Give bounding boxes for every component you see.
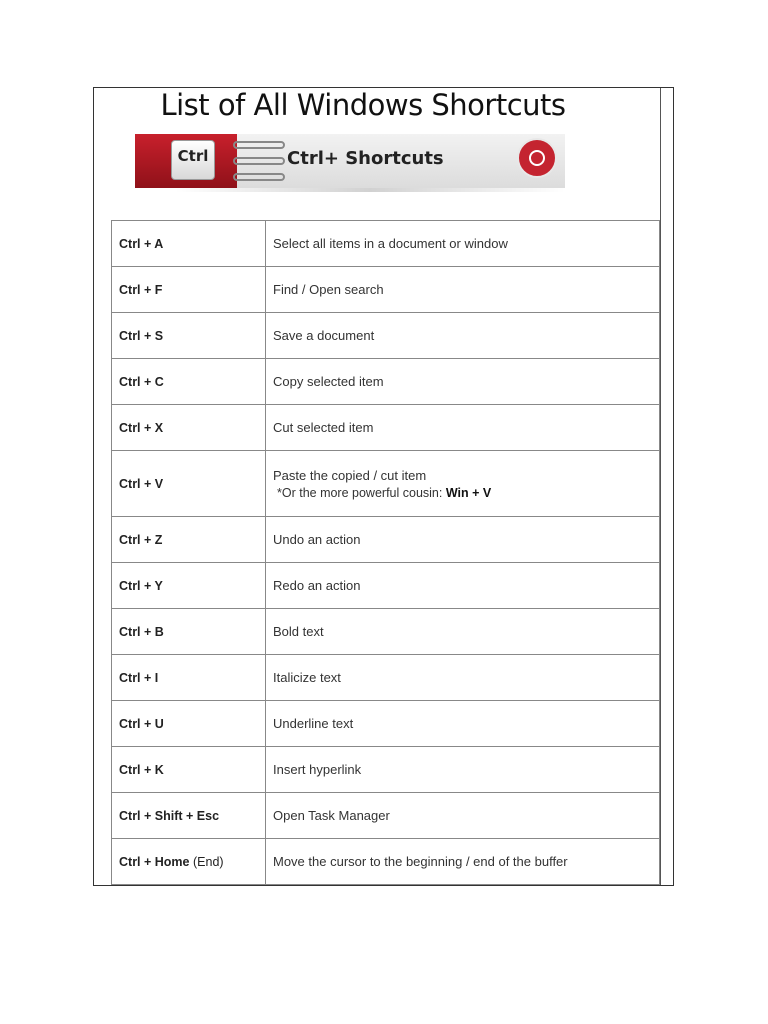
frame-divider [660, 88, 661, 885]
shortcut-description [266, 451, 660, 517]
table-row [112, 793, 660, 839]
table-row [112, 267, 660, 313]
shortcut-description-text: Italicize text [273, 670, 341, 685]
table-row [112, 747, 660, 793]
shortcut-key-text: Ctrl + Shift + Esc [119, 808, 220, 823]
ctrl-shortcuts-banner [135, 134, 565, 190]
shortcut-key [112, 405, 266, 451]
shortcut-key-text: Ctrl + C [119, 374, 164, 389]
shortcut-key-text: Ctrl + F [119, 282, 163, 297]
shortcut-description-text: Insert hyperlink [273, 762, 362, 777]
shortcut-description [266, 221, 660, 267]
shortcut-description-text: Save a document [273, 328, 375, 343]
shortcut-description [266, 405, 660, 451]
shortcut-description [266, 563, 660, 609]
shortcut-key-text: Ctrl + Y [119, 578, 163, 593]
shortcut-description-text: Paste the copied / cut item [273, 467, 427, 483]
table-row [112, 609, 660, 655]
shortcut-description [266, 313, 660, 359]
table-row [112, 313, 660, 359]
binder-ring-icon [233, 157, 285, 165]
shortcut-key [112, 517, 266, 563]
shortcut-key-text: Ctrl + S [119, 328, 164, 343]
shortcut-note-key: Win + V [445, 485, 492, 500]
shortcut-key-text: Ctrl + Home [119, 854, 190, 869]
shortcut-key [112, 839, 266, 885]
shortcut-description [266, 839, 660, 885]
shortcut-key-text: Ctrl + U [119, 716, 164, 731]
shortcut-description-text: Find / Open search [273, 282, 384, 297]
table-row [112, 517, 660, 563]
shortcut-key [112, 793, 266, 839]
shortcut-key-text: Ctrl + I [119, 670, 159, 685]
binder-ring-icon [233, 173, 285, 181]
shortcut-description-text: Redo an action [273, 578, 361, 593]
shortcut-description [266, 609, 660, 655]
shortcut-key [112, 747, 266, 793]
shortcut-key-text: Ctrl + K [119, 762, 164, 777]
shortcut-description-text: Move the cursor to the beginning / end of the buffer [273, 854, 568, 869]
shortcut-key [112, 655, 266, 701]
shortcuts-table [111, 220, 660, 885]
shortcut-note-text: *Or the more powerful cousin: [277, 485, 446, 500]
shortcut-key-text: Ctrl + V [119, 476, 164, 491]
table-row [112, 405, 660, 451]
shortcut-key [112, 451, 266, 517]
shortcut-description [266, 267, 660, 313]
table-row [112, 359, 660, 405]
shortcut-description-text: Underline text [273, 716, 354, 731]
shortcut-description [266, 747, 660, 793]
shortcut-description [266, 655, 660, 701]
shortcut-description-text: Bold text [273, 624, 324, 639]
table-row [112, 563, 660, 609]
shortcut-description-text: Cut selected item [273, 420, 374, 435]
banner-shadow [175, 188, 565, 192]
shortcut-key-text: Ctrl + A [119, 236, 164, 251]
page-title: List of All Windows Shortcuts [160, 88, 566, 122]
shortcut-key [112, 313, 266, 359]
ctrl-key-icon: Ctrl [171, 140, 215, 180]
shortcut-description [266, 701, 660, 747]
shortcut-description [266, 517, 660, 563]
table-row [112, 701, 660, 747]
table-row [112, 221, 660, 267]
shortcut-note [273, 486, 652, 500]
shortcut-key [112, 701, 266, 747]
shortcut-key-suffix: (End) [189, 854, 224, 869]
shortcut-key-text: Ctrl + Z [119, 532, 163, 547]
stopwatch-icon [517, 138, 557, 178]
table-row [112, 839, 660, 885]
shortcut-key [112, 359, 266, 405]
shortcut-key [112, 221, 266, 267]
shortcut-key [112, 267, 266, 313]
shortcut-description-text: Undo an action [273, 532, 361, 547]
table-row [112, 451, 660, 517]
shortcut-description-text: Open Task Manager [273, 808, 390, 823]
shortcut-description-text: Copy selected item [273, 374, 384, 389]
shortcut-description [266, 793, 660, 839]
shortcut-key-text: Ctrl + X [119, 420, 164, 435]
shortcut-key-text: Ctrl + B [119, 624, 164, 639]
table-row [112, 655, 660, 701]
shortcut-key [112, 609, 266, 655]
shortcut-description [266, 359, 660, 405]
shortcut-key [112, 563, 266, 609]
shortcut-description-text: Select all items in a document or window [273, 236, 508, 251]
banner-label: Ctrl+ Shortcuts [287, 148, 444, 169]
binder-ring-icon [233, 141, 285, 149]
